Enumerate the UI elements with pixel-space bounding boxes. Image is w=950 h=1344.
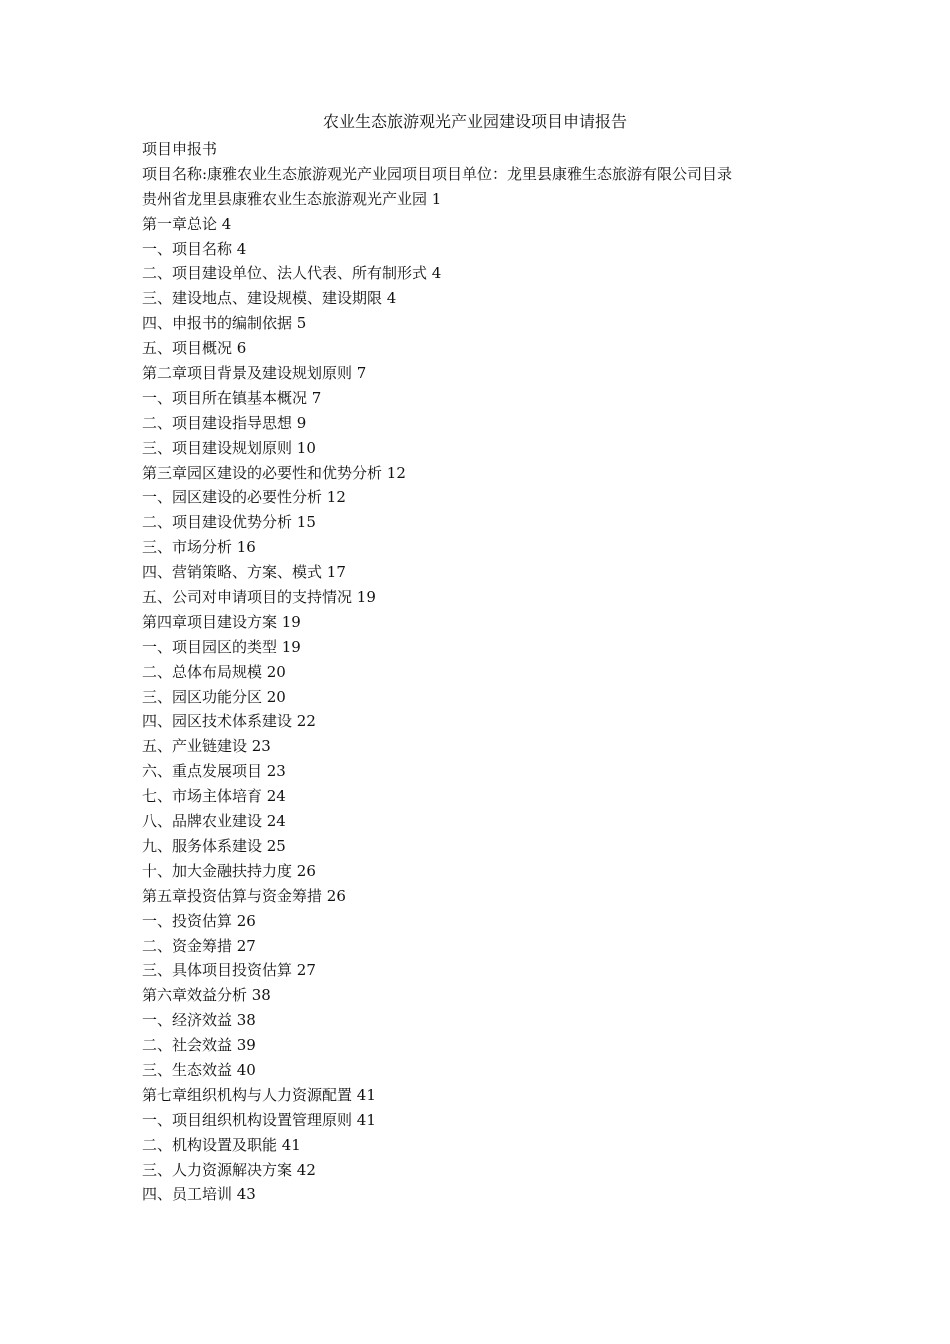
toc-entry: 三、建设地点、建设规模、建设期限 4 <box>142 289 397 308</box>
toc-entry: 一、经济效益 38 <box>142 1011 256 1030</box>
document-title: 农业生态旅游观光产业园建设项目申请报告 <box>322 112 627 131</box>
toc-entry: 四、员工培训 43 <box>142 1185 256 1204</box>
toc-entry: 贵州省龙里县康雅农业生态旅游观光产业园 1 <box>142 189 442 208</box>
document-body <box>142 137 842 1207</box>
toc-entry: 第六章效益分析 38 <box>142 986 271 1005</box>
toc-entry: 一、项目园区的类型 19 <box>142 637 301 656</box>
toc-entry: 六、重点发展项目 23 <box>142 762 286 781</box>
toc-entry: 二、项目建设优势分析 15 <box>142 513 316 532</box>
toc-entry: 二、资金筹措 27 <box>142 936 256 955</box>
toc-entry: 一、园区建设的必要性分析 12 <box>142 488 346 507</box>
toc-entry: 十、加大金融扶持力度 26 <box>142 861 316 880</box>
toc-entry: 二、项目建设指导思想 9 <box>142 413 307 432</box>
toc-entry: 三、园区功能分区 20 <box>142 687 286 706</box>
project-info-line: 项目名称:康雅农业生态旅游观光产业园项目项目单位：龙里县康雅生态旅游有限公司目录 <box>142 164 733 183</box>
toc-entry: 二、总体布局规模 20 <box>142 662 286 681</box>
toc-entry: 三、生态效益 40 <box>142 1060 256 1079</box>
toc-entry: 第二章项目背景及建设规划原则 7 <box>142 364 367 383</box>
toc-entry: 一、项目组织机构设置管理原则 41 <box>142 1110 376 1129</box>
toc-entry: 三、具体项目投资估算 27 <box>142 961 316 980</box>
toc-entry: 三、人力资源解决方案 42 <box>142 1160 316 1179</box>
toc-entry: 九、服务体系建设 25 <box>142 836 286 855</box>
toc-entry: 第五章投资估算与资金筹措 26 <box>142 886 346 905</box>
toc-entry: 四、营销策略、方案、模式 17 <box>142 563 346 582</box>
toc-entry: 第一章总论 4 <box>142 214 232 233</box>
toc-entry: 一、项目所在镇基本概况 7 <box>142 388 322 407</box>
toc-entry: 二、社会效益 39 <box>142 1036 256 1055</box>
toc-entry: 七、市场主体培育 24 <box>142 787 286 806</box>
toc-entry: 八、品牌农业建设 24 <box>142 812 286 831</box>
toc-entry: 四、申报书的编制依据 5 <box>142 314 307 333</box>
toc-entry: 四、园区技术体系建设 22 <box>142 712 316 731</box>
toc-entry: 第七章组织机构与人力资源配置 41 <box>142 1085 376 1104</box>
toc-entry: 一、项目名称 4 <box>142 239 247 258</box>
toc-entry: 一、投资估算 26 <box>142 911 256 930</box>
section-heading: 项目申报书 <box>142 140 218 158</box>
toc-entry: 第四章项目建设方案 19 <box>142 612 301 631</box>
toc-entry: 三、项目建设规划原则 10 <box>142 438 316 457</box>
toc-entry: 二、项目建设单位、法人代表、所有制形式 4 <box>142 264 442 283</box>
toc-entry: 五、公司对申请项目的支持情况 19 <box>142 588 376 607</box>
toc-entry: 五、项目概况 6 <box>142 339 247 358</box>
toc-entry: 第三章园区建设的必要性和优势分析 12 <box>142 463 406 482</box>
toc-entry: 二、机构设置及职能 41 <box>142 1135 301 1154</box>
toc-entry: 三、市场分析 16 <box>142 538 256 557</box>
toc-entry: 五、产业链建设 23 <box>142 737 271 756</box>
